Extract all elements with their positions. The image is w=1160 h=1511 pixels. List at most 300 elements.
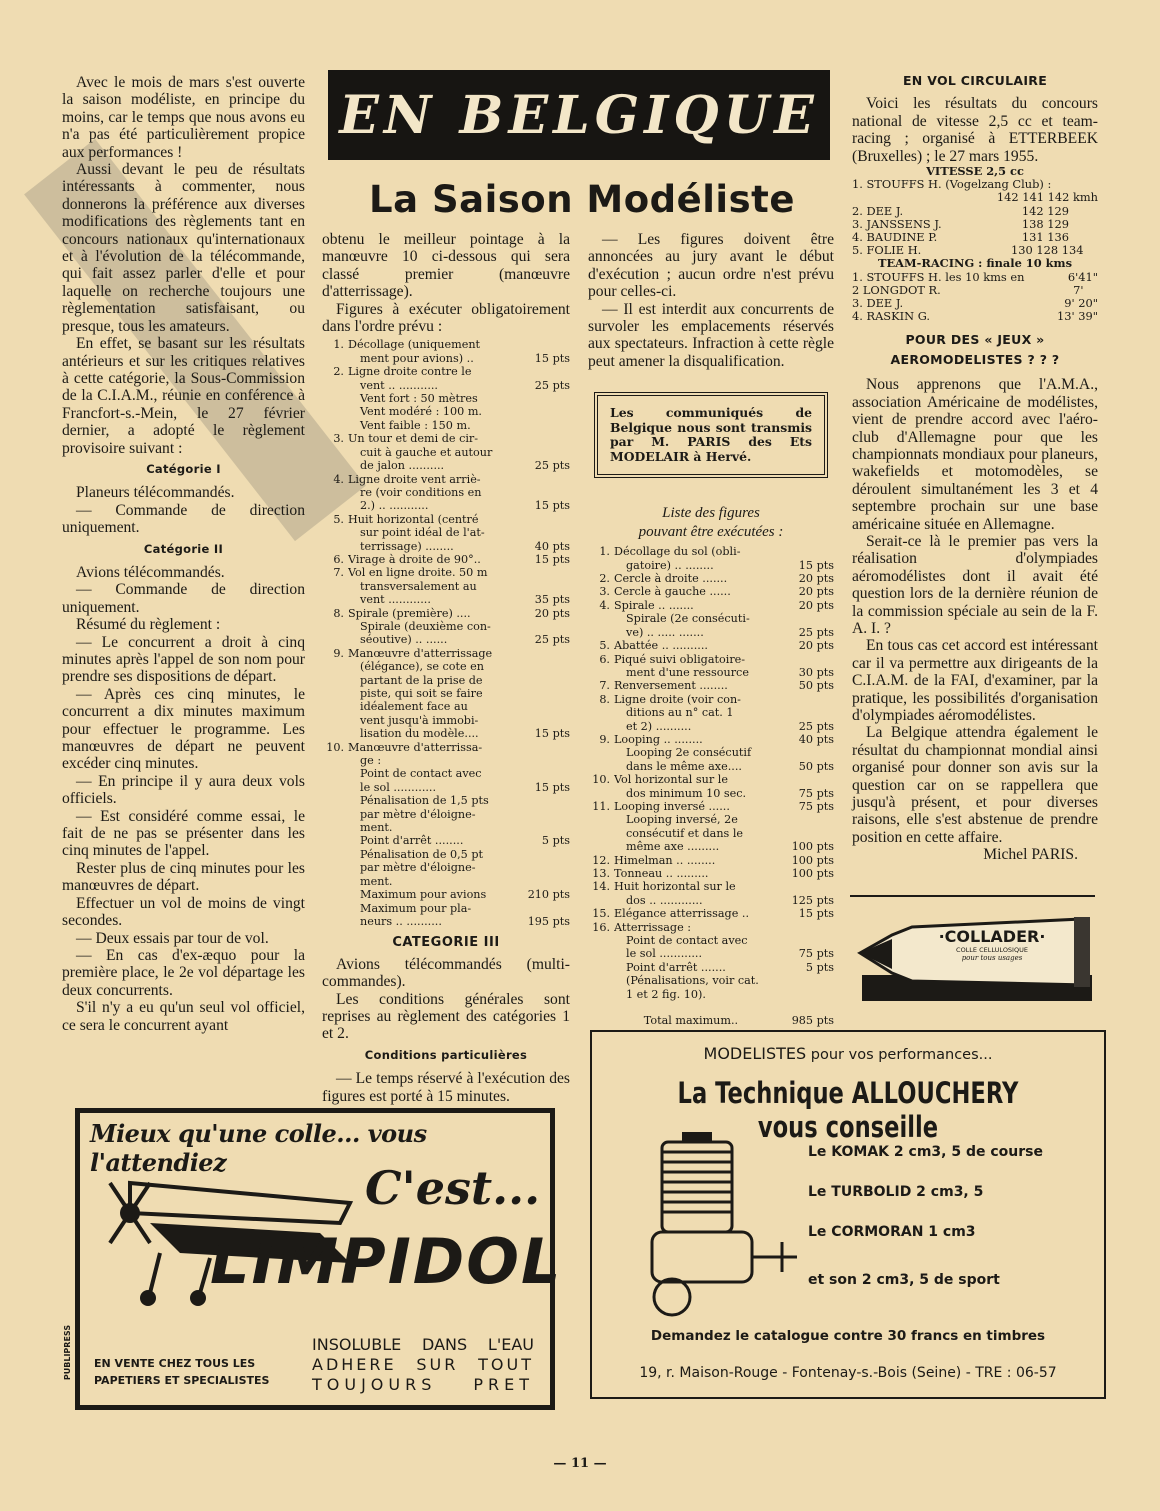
item-number: 13. — [592, 867, 610, 880]
item-text: 2.) .. ........... — [360, 499, 429, 513]
item-number — [322, 714, 348, 727]
item-points: 40 pts — [798, 732, 834, 746]
page-number: — 11 — — [553, 1456, 607, 1471]
item-number — [322, 419, 348, 432]
list-row — [322, 647, 570, 660]
item-number — [322, 580, 348, 593]
item-number — [588, 947, 614, 960]
list-row — [322, 419, 570, 432]
item-number — [322, 687, 348, 700]
item-points: 15 pts — [534, 499, 570, 513]
item-points — [524, 674, 570, 687]
paragraph: — Le concurrent a droit à cinq minutes après l'appel de son nom pour prendre ses dispositions de départ. — [62, 633, 305, 686]
section-heading-vol-circulaire: EN VOL CIRCULAIRE — [902, 73, 1048, 88]
list-row — [322, 714, 570, 727]
list-row — [588, 599, 834, 612]
item-points — [524, 821, 570, 834]
list-row — [322, 338, 570, 351]
list-row — [588, 947, 834, 960]
item-text: ment. — [360, 821, 393, 835]
result-value: 138 129 — [1021, 216, 1098, 231]
list-row — [322, 781, 570, 794]
item-text: ment pour avions) .. — [360, 351, 474, 365]
item-number — [322, 727, 348, 740]
item-text: de jalon .......... — [360, 459, 445, 473]
results-table — [852, 165, 1098, 323]
item-points: 25 pts — [534, 378, 570, 392]
item-points — [788, 693, 834, 706]
item-number — [322, 486, 348, 499]
paragraph: S'il n'y a eu qu'un seul vol officiel, ce sera le concurrent ayant — [62, 999, 305, 1034]
item-text: Looping inversé, 2e — [626, 813, 738, 827]
list-row — [588, 974, 834, 987]
list-row — [588, 626, 834, 639]
list-row — [322, 540, 570, 553]
item-number: 8. — [333, 606, 344, 620]
item-points — [524, 848, 570, 861]
item-points: 75 pts — [798, 786, 834, 800]
item-text: vent .. ........... — [360, 378, 438, 392]
limpidol-sales-line1: EN VENTE CHEZ TOUS LES — [94, 1357, 256, 1370]
item-text: cuit à gauche et autour — [360, 445, 493, 459]
item-number — [588, 840, 614, 853]
collader-line1: COLLE CELLULOSIQUE — [956, 946, 1028, 954]
result-value: 6'41" — [1067, 269, 1098, 284]
list-row — [588, 773, 834, 786]
item-number — [588, 934, 614, 947]
item-number: 3. — [333, 432, 344, 446]
item-number — [322, 848, 348, 861]
list-row — [588, 827, 834, 840]
paragraph: Avec le mois de mars s'est ouverte la saison modéliste, en principe du moins, car le temps que nous avons eu n'a pas été particulièrement propice aux performances ! — [62, 74, 305, 161]
item-points — [524, 620, 570, 633]
item-text: vent ............ — [360, 593, 431, 607]
item-points — [788, 827, 834, 840]
model-engine-icon — [622, 1132, 802, 1322]
item-number — [322, 888, 348, 901]
limpidol-ad — [63, 1108, 563, 1410]
item-number — [322, 794, 348, 807]
item-number — [588, 666, 614, 679]
paragraph: Les conditions générales sont reprises au règlement des catégories 1 et 2. — [322, 990, 570, 1043]
item-points — [524, 767, 570, 780]
item-number — [322, 754, 348, 767]
list-row — [588, 988, 834, 1001]
item-text: Piqué suivi obligatoire- — [614, 652, 746, 666]
item-points — [524, 405, 570, 418]
item-text: Point d'arrêt ........ — [360, 834, 464, 848]
item-points: 20 pts — [798, 572, 834, 586]
item-number: 7. — [599, 679, 610, 693]
list-row — [588, 666, 834, 679]
item-text: vent jusqu'à immobi- — [360, 713, 479, 727]
item-points: 15 pts — [534, 351, 570, 365]
item-points: 5 pts — [805, 960, 834, 974]
list-row — [322, 473, 570, 486]
item-text: Vent faible : 150 m. — [360, 418, 471, 432]
paragraph: En effet, se basant sur les résultats antérieurs et sur les critiques relatives à cette catégorie, la Sous-Commission de la C.I.A.M., réunie en conférence à Francfort-s.-Mein, le 27 février dernier, a adopté le règlement provisoire suivant : — [62, 335, 305, 457]
list-row — [588, 585, 834, 598]
paragraph: — Commande de direction uniquement. — [62, 581, 305, 616]
list-row — [322, 526, 570, 539]
item-text: Un tour et demi de cir- — [348, 432, 479, 446]
item-text: ment d'une ressource — [626, 665, 749, 679]
item-text: Vol en ligne droite. 50 m — [348, 566, 488, 580]
list-row — [588, 639, 834, 652]
list-row — [322, 580, 570, 593]
list-row — [322, 499, 570, 512]
item-number: 16. — [592, 920, 610, 934]
item-points — [524, 365, 570, 378]
list-caption: pouvant être exécutées : — [638, 524, 784, 541]
list-row — [322, 915, 570, 928]
item-number — [322, 405, 348, 418]
item-text: piste, qui soit se faire — [360, 687, 483, 700]
item-number — [588, 988, 614, 1001]
result-row — [852, 310, 1098, 323]
list-row — [322, 553, 570, 566]
paragraph: — Est considéré comme essai, le fait de ne pas se présenter dans les cinq minutes de l'appel. — [62, 807, 305, 860]
item-points — [524, 714, 570, 727]
subheading: Catégorie II — [143, 541, 224, 556]
item-points: 50 pts — [798, 759, 834, 773]
list-row — [322, 365, 570, 378]
list-row — [322, 861, 570, 874]
result-value: 131 136 — [1021, 230, 1098, 245]
item-points — [524, 419, 570, 432]
item-text: dos .. ............ — [626, 893, 703, 907]
paragraph: Figures à exécuter obligatoirement dans l'ordre prévu : — [322, 300, 570, 336]
paragraph: En tous cas cet accord est intéressant car il va permettre aux dirigeants de la C.I.A.M. de la FAI, d'examiner, par la pratique, les possibilités d'organisation d'olympiades aéromodélistes. — [852, 637, 1098, 724]
item-text: Manœuvre d'atterrissa- — [348, 740, 483, 754]
item-points: 15 pts — [798, 558, 834, 572]
points-list — [322, 338, 570, 928]
limpidol-cest: C'est... — [365, 1161, 541, 1215]
item-text: même axe ......... — [626, 840, 720, 854]
result-name: 2 LONGDOT R. — [852, 282, 941, 297]
limpidol-headline: Mieux qu'une colle... vous l'attendiez — [90, 1119, 427, 1177]
list-row — [588, 559, 834, 572]
list-row — [588, 880, 834, 893]
collader-line2: pour tous usages — [961, 954, 1023, 962]
list-row — [588, 813, 834, 826]
item-text: Vent modéré : 100 m. — [360, 405, 482, 419]
allouchery-ad — [590, 1030, 1106, 1399]
item-number — [588, 720, 614, 733]
item-number — [322, 915, 348, 928]
limpidol-sales-line2: PAPETIERS ET SPECIALISTES — [94, 1374, 270, 1387]
item-points: 100 pts — [791, 867, 834, 880]
item-number — [588, 827, 614, 840]
list-row — [322, 513, 570, 526]
list-row — [322, 821, 570, 834]
engine-item: Le TURBOLID 2 cm3, 5 — [808, 1184, 984, 1200]
paragraph: — Commande de direction uniquement. — [62, 501, 305, 537]
list-row — [322, 700, 570, 713]
list-row — [322, 848, 570, 861]
item-points: 100 pts — [791, 840, 834, 854]
list-row — [588, 961, 834, 974]
item-text: ditions au n° cat. 1 — [626, 706, 734, 720]
item-text: ge : — [360, 754, 382, 768]
list-row — [322, 794, 570, 807]
item-text: re (voir conditions en — [360, 485, 482, 499]
item-text: Renversement ........ — [614, 679, 728, 693]
item-number — [322, 808, 348, 821]
item-number — [322, 526, 348, 539]
item-text: idéalement face au — [360, 700, 468, 714]
item-points: 985 pts — [791, 1014, 834, 1028]
item-text: Spirale (première) .... — [348, 606, 471, 620]
points-list — [588, 545, 834, 1028]
paragraph: Avions télécommandés (multi-commandes). — [322, 955, 570, 991]
list-row — [322, 486, 570, 499]
article-title: La Saison Modéliste — [369, 178, 795, 221]
list-row — [322, 607, 570, 620]
list-row — [588, 1001, 834, 1014]
result-row — [852, 205, 1098, 218]
item-points — [524, 660, 570, 673]
item-number: 6. — [333, 552, 344, 566]
allouchery-address: 19, r. Maison-Rouge - Fontenay-s.-Bois (Seine) - TRE : 06-57 — [639, 1365, 1057, 1381]
item-text: dos minimum 10 sec. — [626, 786, 747, 800]
item-points — [788, 706, 834, 719]
item-text: Manœuvre d'atterrissage — [348, 646, 493, 660]
item-points — [524, 647, 570, 660]
list-row — [588, 800, 834, 813]
list-row — [322, 808, 570, 821]
list-row — [322, 633, 570, 646]
list-row — [322, 888, 570, 901]
banner-title: EN BELGIQUE — [339, 84, 819, 146]
item-text: Pénalisation de 1,5 pts — [360, 794, 489, 808]
list-row — [322, 741, 570, 754]
list-row — [588, 921, 834, 934]
item-points — [524, 754, 570, 767]
item-number — [588, 813, 614, 826]
column-4 — [852, 72, 1098, 864]
item-text: terrissage) ........ — [360, 539, 454, 553]
item-number — [588, 961, 614, 974]
item-number — [322, 674, 348, 687]
paragraph: Avions télécommandés. — [76, 563, 225, 581]
item-text: consécutif et dans le — [626, 826, 744, 840]
item-points: 25 pts — [534, 459, 570, 473]
item-points — [524, 566, 570, 579]
item-text: Spirale (2e consécuti- — [626, 612, 750, 626]
list-row — [588, 787, 834, 800]
item-text: neurs .. .......... — [360, 914, 442, 928]
item-number — [322, 781, 348, 794]
item-text: Maximum pour avions — [360, 888, 487, 902]
item-text: Atterrissage : — [614, 920, 692, 934]
item-number — [322, 446, 348, 459]
result-value: 7' — [1073, 282, 1098, 297]
paragraph: — Les figures doivent être annoncées au jury avant le début d'exécution ; aucun ordre n'est prévu pour celles-ci. — [588, 231, 834, 301]
item-points: 125 pts — [791, 893, 834, 907]
list-row — [322, 660, 570, 673]
paragraph: La Belgique attendra également le résultat du championnat mondial ainsi organisé pour donner son avis sur la question car on se rappellera que jusqu'à présent, et pour diverses raisons, elle s'est abstenue de prendre position en cette affaire. — [852, 724, 1098, 846]
item-number — [322, 875, 348, 888]
item-points — [524, 687, 570, 700]
item-number: 3. — [599, 585, 610, 599]
engine-item: et son 2 cm3, 5 de sport — [808, 1272, 1000, 1288]
column-2 — [322, 231, 570, 1105]
results-intro: Voici les résultats du concours national de vitesse 2,5 cc et team-racing ; organisé à ETTERBEEK (Bruxelles) ; le 27 mars 1955. — [852, 95, 1098, 165]
limpidol-claim3: TOUJOURS PRET — [312, 1375, 534, 1394]
item-text: Vol horizontal sur le — [614, 773, 728, 787]
item-number: 4. — [599, 598, 610, 612]
item-points: 5 pts — [541, 834, 570, 848]
item-number — [588, 559, 614, 572]
item-points: 20 pts — [798, 598, 834, 612]
list-row — [322, 620, 570, 633]
limpidol-brand: LIMPIDOL — [210, 1225, 563, 1298]
result-name: 5. FOLIE H. — [852, 243, 922, 258]
credit-box: Les communiqués de Belgique nous sont transmis par M. PARIS des Ets MODELAIR à Hervé. — [594, 392, 828, 478]
list-row — [588, 653, 834, 666]
item-text: ment. — [360, 874, 393, 888]
item-number — [588, 974, 614, 987]
paragraph: Effectuer un vol de moins de vingt secondes. — [62, 894, 305, 930]
allouchery-top-rest: pour vos performances... — [806, 1047, 993, 1063]
result-name: 3. JANSSENS J. — [852, 216, 942, 231]
item-points — [788, 653, 834, 666]
item-points: 35 pts — [534, 593, 570, 607]
item-number: 9. — [599, 732, 610, 746]
item-points — [524, 700, 570, 713]
item-number — [322, 821, 348, 834]
item-text: Abattée .. .......... — [614, 639, 708, 653]
paragraph: Serait-ce là le premier pas vers la réalisation d'olympiades aéromodélistes dont il avait été question lors de la dernière réunion de la commission spéciale au sein de la F. A. I. ? — [852, 532, 1098, 637]
item-points: 75 pts — [798, 947, 834, 961]
item-number: 5. — [599, 639, 610, 653]
item-points — [524, 794, 570, 807]
result-value: 130 128 134 — [1011, 243, 1098, 258]
item-text: par mètre d'éloigne- — [360, 861, 476, 875]
item-number: 2. — [599, 572, 610, 586]
list-row — [588, 760, 834, 773]
item-points: 25 pts — [798, 625, 834, 639]
item-text: par mètre d'éloigne- — [360, 807, 476, 821]
collader-ad — [852, 905, 1097, 1005]
item-text: partant de la prise de — [360, 673, 483, 687]
paragraph: — En cas d'ex-æquo pour la première place, le 2e vol départage les deux concurrents. — [62, 946, 305, 999]
item-number — [322, 767, 348, 780]
item-points — [524, 446, 570, 459]
list-row — [588, 679, 834, 692]
item-text: Huit horizontal (centré — [348, 512, 479, 526]
item-number: 15. — [592, 907, 610, 921]
item-text: le sol ............ — [360, 780, 437, 794]
item-text: Ligne droite vent arriè- — [348, 472, 481, 486]
item-points — [788, 773, 834, 786]
item-points — [524, 902, 570, 915]
item-points: 20 pts — [798, 639, 834, 653]
item-points — [524, 392, 570, 405]
list-row — [322, 593, 570, 606]
item-text: dans le même axe.... — [626, 759, 742, 773]
item-points: 25 pts — [798, 719, 834, 733]
item-number — [322, 660, 348, 673]
item-number: 2. — [333, 365, 344, 379]
item-number — [588, 626, 614, 639]
item-text — [614, 1001, 788, 1014]
item-number: 1. — [599, 545, 610, 559]
item-number — [588, 894, 614, 907]
item-points: 75 pts — [798, 799, 834, 813]
result-name: 4. RASKIN G. — [852, 309, 931, 324]
list-row — [588, 1014, 834, 1027]
item-text: Total maximum.. — [626, 1014, 739, 1028]
list-row — [322, 875, 570, 888]
item-points: 40 pts — [534, 539, 570, 553]
item-text: Point de contact avec — [626, 934, 748, 948]
item-text: Cercle à droite ....... — [614, 572, 728, 586]
list-row — [588, 867, 834, 880]
result-value: 9' 20" — [1064, 296, 1098, 311]
item-points — [524, 741, 570, 754]
item-points: 25 pts — [534, 633, 570, 647]
item-number: 14. — [592, 880, 610, 894]
result-name: 1. STOUFFS H. les 10 kms en — [852, 269, 1025, 284]
result-row — [852, 191, 1098, 204]
item-text: Maximum pour pla- — [360, 901, 472, 915]
item-text: transversalement au — [360, 579, 477, 593]
item-points: 210 pts — [527, 888, 570, 902]
item-points — [788, 1001, 834, 1014]
item-text: (élégance), se cote en — [360, 660, 485, 674]
item-number — [322, 861, 348, 874]
list-row — [322, 446, 570, 459]
result-row — [852, 271, 1098, 284]
list-row — [322, 902, 570, 915]
list-row — [322, 767, 570, 780]
item-number — [322, 633, 348, 646]
list-row — [322, 432, 570, 445]
item-number — [588, 787, 614, 800]
list-row — [588, 612, 834, 625]
item-number — [588, 1001, 614, 1014]
item-text: Looping inversé ...... — [614, 799, 730, 813]
item-points — [524, 338, 570, 351]
item-number: 9. — [333, 646, 344, 660]
list-row — [588, 720, 834, 733]
item-text: Vent fort : 50 mètres — [360, 392, 478, 406]
paragraph: — En principe il y aura deux vols officiels. — [62, 772, 305, 808]
list-row — [322, 566, 570, 579]
engine-item: Le CORMORAN 1 cm3 — [808, 1224, 976, 1240]
list-caption: Liste des figures — [662, 505, 760, 522]
item-number — [588, 746, 614, 759]
result-name: 2. DEE J. — [852, 203, 904, 218]
list-row — [588, 840, 834, 853]
limpidol-claim2: ADHERE SUR TOUT — [312, 1355, 534, 1374]
paragraph: obtenu le meilleur pointage à la manœuvre 10 ci-dessous qui sera classé premier (manœuvre d'atterrissage). — [322, 231, 570, 301]
item-points — [524, 513, 570, 526]
section-heading-jeux-a: POUR DES « JEUX » — [905, 332, 1045, 348]
paragraph: — Deux essais par tour de vol. — [76, 929, 269, 947]
item-number — [588, 760, 614, 773]
item-points — [788, 612, 834, 625]
section-banner — [328, 70, 830, 160]
item-points — [788, 545, 834, 558]
paragraph: Rester plus de cinq minutes pour les manœuvres de départ. — [62, 859, 305, 895]
item-number — [588, 1014, 614, 1027]
subheading: Conditions particulières — [364, 1047, 528, 1062]
item-number — [322, 352, 348, 365]
list-row — [588, 733, 834, 746]
